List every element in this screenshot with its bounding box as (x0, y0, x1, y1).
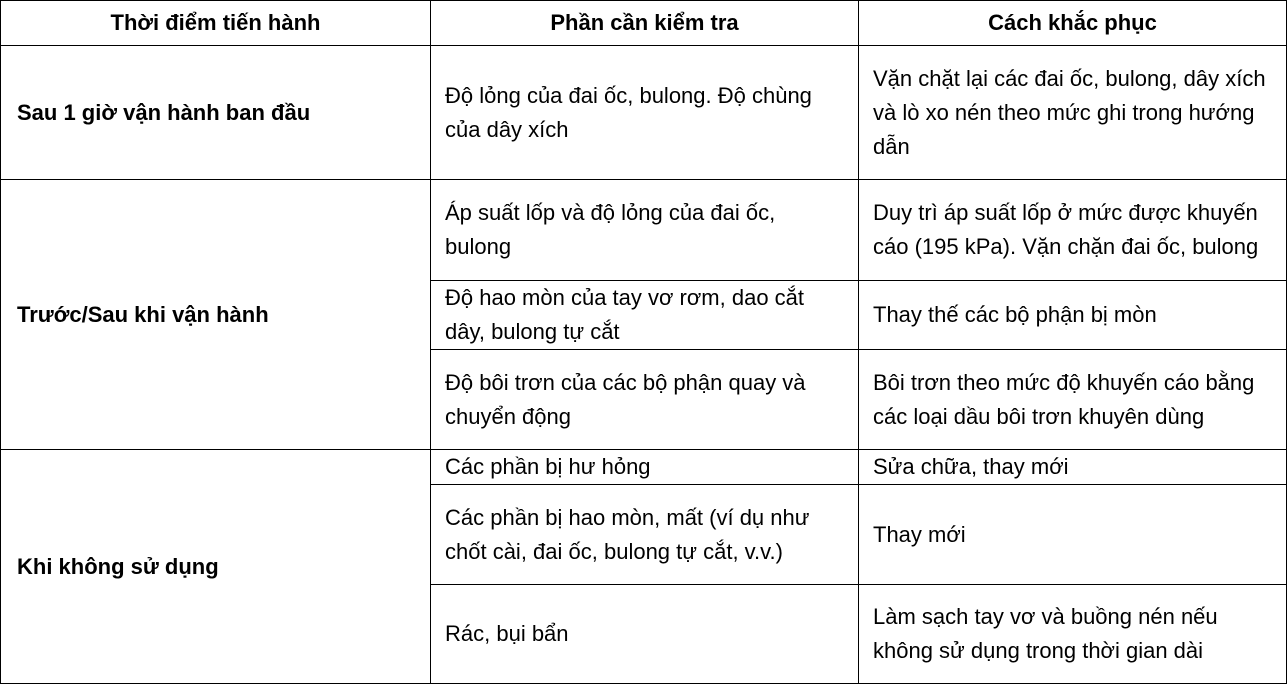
check-cell: Các phần bị hao mòn, mất (ví dụ như chốt cài, đai ốc, bulong tự cắt, v.v.) (431, 485, 859, 585)
fix-cell: Làm sạch tay vơ và buồng nén nếu không sử dụng trong thời gian dài (859, 585, 1287, 684)
check-cell: Áp suất lốp và độ lỏng của đai ốc, bulong (431, 180, 859, 281)
check-cell: Độ lỏng của đai ốc, bulong. Độ chùng của dây xích (431, 46, 859, 180)
header-row (1, 1, 1287, 46)
table-row (1, 180, 1287, 281)
time-cell: Khi không sử dụng (1, 450, 431, 684)
header-check: Phần cần kiểm tra (431, 1, 859, 46)
fix-cell: Sửa chữa, thay mới (859, 450, 1287, 485)
check-cell: Rác, bụi bẩn (431, 585, 859, 684)
table-row (1, 450, 1287, 485)
fix-cell: Vặn chặt lại các đai ốc, bulong, dây xích và lò xo nén theo mức ghi trong hướng dẫn (859, 46, 1287, 180)
check-cell: Các phần bị hư hỏng (431, 450, 859, 485)
fix-cell: Thay thế các bộ phận bị mòn (859, 281, 1287, 350)
check-cell: Độ bôi trơn của các bộ phận quay và chuyển động (431, 350, 859, 450)
time-cell: Sau 1 giờ vận hành ban đầu (1, 46, 431, 180)
header-time: Thời điểm tiến hành (1, 1, 431, 46)
table-row (1, 46, 1287, 180)
fix-cell: Duy trì áp suất lốp ở mức được khuyến cáo (195 kPa). Vặn chặn đai ốc, bulong (859, 180, 1287, 281)
fix-cell: Bôi trơn theo mức độ khuyến cáo bằng các loại dầu bôi trơn khuyên dùng (859, 350, 1287, 450)
header-fix: Cách khắc phục (859, 1, 1287, 46)
time-cell: Trước/Sau khi vận hành (1, 180, 431, 450)
check-cell: Độ hao mòn của tay vơ rơm, dao cắt dây, bulong tự cắt (431, 281, 859, 350)
fix-cell: Thay mới (859, 485, 1287, 585)
